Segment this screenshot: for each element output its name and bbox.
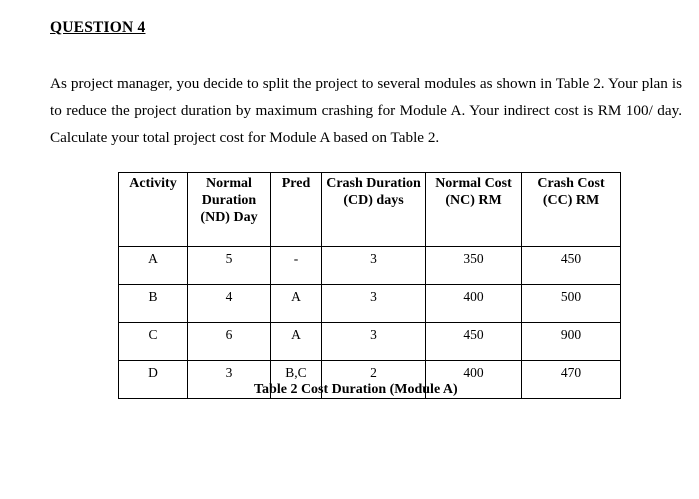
header-pred: Pred: [271, 173, 322, 247]
header-normal-cost: Normal Cost (NC) RM: [426, 173, 522, 247]
table-row: [119, 323, 621, 361]
header-activity: Activity: [119, 173, 188, 247]
cell-normal-duration: 6: [188, 323, 271, 361]
cell-normal-duration: 3: [188, 361, 271, 399]
cell-normal-cost: 400: [426, 361, 522, 399]
cell-normal-duration: 5: [188, 247, 271, 285]
cell-activity: D: [119, 361, 188, 399]
cell-crash-duration: 3: [322, 323, 426, 361]
table-row: [119, 285, 621, 323]
cost-duration-table: [118, 172, 621, 399]
table-row: [119, 247, 621, 285]
cell-crash-cost: 470: [522, 361, 621, 399]
cell-crash-duration: 3: [322, 247, 426, 285]
cell-crash-cost: 450: [522, 247, 621, 285]
cell-normal-cost: 400: [426, 285, 522, 323]
question-heading: QUESTION 4: [50, 19, 146, 36]
cell-crash-cost: 500: [522, 285, 621, 323]
cell-activity: A: [119, 247, 188, 285]
cell-crash-duration: 2: [322, 361, 426, 399]
cell-normal-duration: 4: [188, 285, 271, 323]
header-normal-duration: Normal Duration (ND) Day: [188, 173, 271, 247]
cell-crash-duration: 3: [322, 285, 426, 323]
table-caption: Table 2 Cost Duration (Module A): [254, 382, 458, 397]
cell-normal-cost: 350: [426, 247, 522, 285]
header-crash-cost: Crash Cost (CC) RM: [522, 173, 621, 247]
table-header-row: [119, 173, 621, 247]
cell-pred: A: [271, 323, 322, 361]
cell-pred: B,C: [271, 361, 322, 399]
cell-crash-cost: 900: [522, 323, 621, 361]
cell-activity: C: [119, 323, 188, 361]
cell-pred: A: [271, 285, 322, 323]
cell-normal-cost: 450: [426, 323, 522, 361]
cell-activity: B: [119, 285, 188, 323]
cell-pred: -: [271, 247, 322, 285]
header-crash-duration: Crash Duration (CD) days: [322, 173, 426, 247]
question-paragraph: As project manager, you decide to split the project to several modules as shown in Table 2. Your plan is to reduce the project duration by maximum crashing for Module A. Your indirect cost is RM 100/ day. Calculate your total project cost for Module A based on Table 2.: [50, 75, 682, 146]
